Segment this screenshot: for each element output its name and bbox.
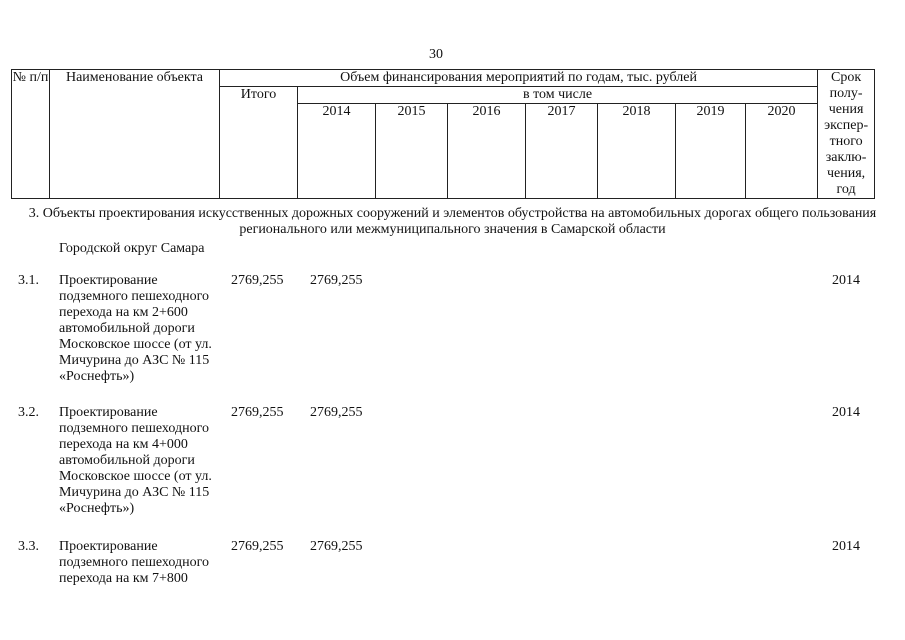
term-value: 2014 — [832, 405, 860, 420]
header-name: Наименование объекта — [50, 70, 220, 199]
header-including: в том числе — [298, 87, 818, 104]
header-total: Итого — [220, 87, 298, 199]
header-table — [11, 69, 875, 199]
total-value: 2769,255 — [231, 405, 284, 420]
object-name: Проектирование подземного пешеходного перехода на км 2+600 автомобильной дороги Московское шоссе (от ул. Мичурина до АЗС № 115 «Роснефть») — [59, 273, 212, 384]
header-year: 2019 — [676, 104, 746, 199]
district-label: Городской округ Самара — [59, 241, 205, 256]
section-title: 3. Объекты проектирования искусственных дорожных сооружений и элементов обустройства на автомобильных дорогах общего пользования регионального или межмуниципального значения в Самарской области — [28, 206, 877, 237]
row-number: 3.2. — [18, 405, 39, 420]
term-value: 2014 — [832, 539, 860, 554]
row-number: 3.1. — [18, 273, 39, 288]
header-year: 2015 — [376, 104, 448, 199]
header-year: 2016 — [448, 104, 526, 199]
total-value: 2769,255 — [231, 539, 284, 554]
year-2014-value: 2769,255 — [310, 405, 363, 420]
header-num: № п/п — [12, 70, 50, 199]
total-value: 2769,255 — [231, 273, 284, 288]
row-number: 3.3. — [18, 539, 39, 554]
object-name: Проектирование подземного пешеходного перехода на км 7+800 — [59, 539, 209, 586]
header-year: 2020 — [746, 104, 818, 199]
header-year: 2014 — [298, 104, 376, 199]
header-term: Срок полу-чения экспер-тного заклю-чения, год — [818, 70, 875, 199]
page-number: 30 — [429, 47, 443, 62]
object-name: Проектирование подземного пешеходного перехода на км 4+000 автомобильной дороги Московское шоссе (от ул. Мичурина до АЗС № 115 «Роснефть») — [59, 405, 212, 516]
header-year: 2017 — [526, 104, 598, 199]
term-value: 2014 — [832, 273, 860, 288]
year-2014-value: 2769,255 — [310, 273, 363, 288]
header-funding: Объем финансирования мероприятий по годам, тыс. рублей — [220, 70, 818, 87]
header-year: 2018 — [598, 104, 676, 199]
year-2014-value: 2769,255 — [310, 539, 363, 554]
